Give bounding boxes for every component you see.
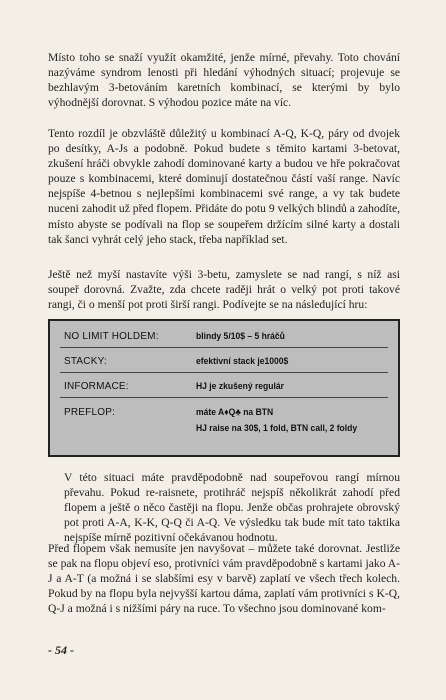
paragraph-4-text: V této situaci máte pravděpodobně nad soupeřovou rangí mírnou převahu. Pokud re-raisnete, protihráč nejspíš několikrát zahodí před flopem a ještě o něco častěji na flopu. Jenže občas prohrajete obrovský pot proti A-A, K-K, Q-Q či A-Q. Ve výsledku tak bude mít tato taktika nejspíše mírně pozitivní očekávanou hodnotu. [64, 471, 400, 545]
paragraph-3 [48, 267, 400, 312]
game-label: NO LIMIT HOLDEM: [64, 331, 159, 342]
page-number: - 54 - [48, 643, 74, 657]
hand-row-stacks [60, 352, 388, 373]
hand-example-box [48, 319, 400, 457]
preflop-line-2: HJ raise na 30$, 1 fold, BTN call, 2 foldy [196, 423, 358, 433]
stacks-label: STACKY: [64, 356, 107, 367]
paragraph-4 [64, 470, 400, 545]
preflop-label: PREFLOP: [64, 407, 116, 418]
info-value: HJ je zkušený regulár [196, 381, 284, 391]
hand-row-preflop [60, 403, 388, 443]
paragraph-1 [48, 50, 400, 110]
hand-row-info [60, 377, 388, 398]
paragraph-1-text: Místo toho se snaží využít okamžité, jenže mírné, převahy. Toto chování nazýváme syndrom lenosti při hledání výhodných situací; projevuje se bezhlavým 3-betováním karetních kombinací, se kterými by bylo výhodnější dorovnat. S výhodou pozice máte na víc. [48, 51, 400, 110]
paragraph-5 [48, 541, 400, 616]
stacks-value: efektivní stack je1000$ [196, 356, 289, 366]
paragraph-5-text: Před flopem však nemusíte jen navyšovat – můžete také dorovnat. Jestliže se pak na flopu objeví eso, protivníci vám pravděpodobně s kartami jako A-J a A-T (a možná i se slabšími esy v barvě) zaplatí ve všech třech kolech. Pokud by na flopu byla nejvyšší kartou dáma, zaplatí vám protivníci s K-Q, Q-J a možná i s nižšími páry na ruce. To všechno jsou dominované kom- [48, 542, 400, 616]
info-label: INFORMACE: [64, 381, 129, 392]
game-value: blindy 5/10$ – 5 hráčů [196, 331, 285, 341]
paragraph-3-text: Ještě než myší nastavíte výši 3-betu, zamyslete se nad rangí, s níž asi soupeř dorovná. Zvažte, zda chcete raději hrát o velký pot proti takové rangi, či o menší pot proti širší rangi. Podívejte se na následující hru: [48, 268, 400, 312]
preflop-line-1: máte A♦Q♣ na BTN [196, 407, 274, 417]
paragraph-2-text: Tento rozdíl je obzvláště důležitý u kombinací A-Q, K-Q, páry od dvojek po desítky, A-Js a podobně. Pokud budete s těmito kartami 3-betovat, zkušení hráči obvykle zahodí dominované karty a budou ve hře pokračovat pouze s kombinacemi, které dominují dostatečnou částí vaší range. Navíc nejspíše 4-betnou s nejlepšími kombinacemi své range, a vy tak budete nuceni zahodit už před flopem. Přidáte do potu 9 velkých blindů a zahodíte, místo abyste se podívali na flop se soupeřem držícím silné karty a dostali tak šanci vyhrát celý jeho stack, třeba například set. [48, 127, 400, 246]
paragraph-2 [48, 126, 400, 247]
hand-row-game [60, 327, 388, 348]
